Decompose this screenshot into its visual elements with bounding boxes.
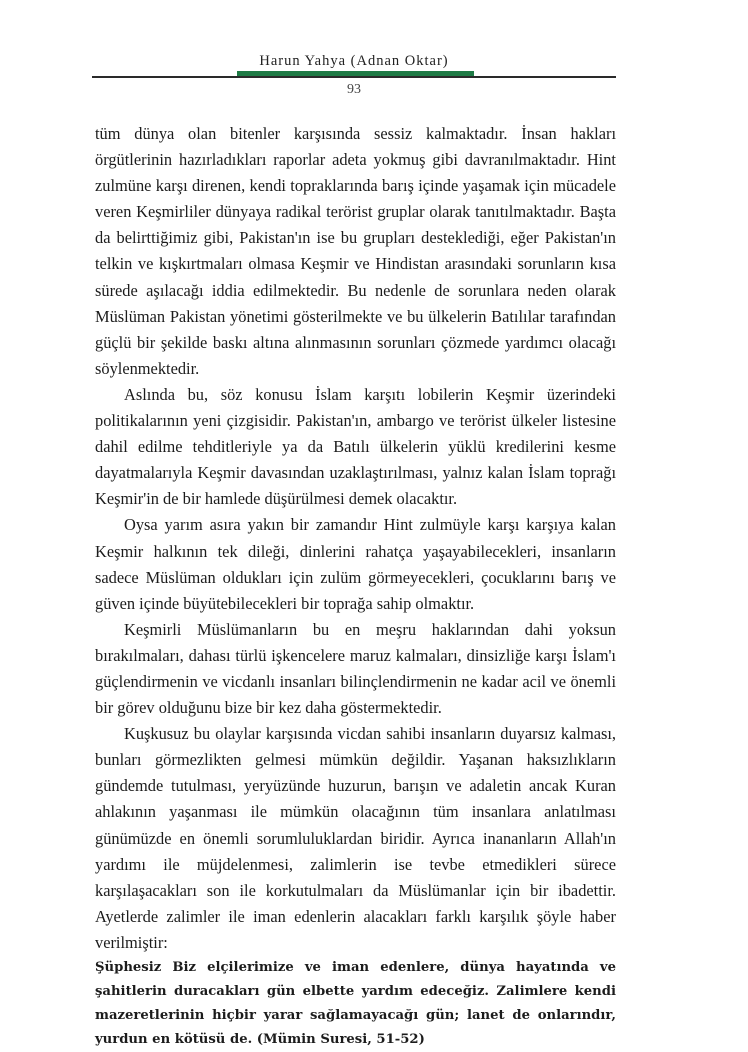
- body-text: [95, 121, 616, 1052]
- paragraph: Keşmirli Müslümanların bu en meşru haklarından dahi yoksun bırakılmaları, dahası türlü işkencelere maruz kalmaları, dinsizliğe karşı İslam'ı güçlendirmenin ve vicdanlı insanları bilinçlendirmenin ne kadar acil ve önemli bir görev olduğunu bize bir kez daha göstermektedir.: [95, 619, 616, 718]
- paragraph: Oysa yarım asıra yakın bir zamandır Hint zulmüyle karşı karşıya kalan Keşmir halkının tek dileği, dinlerini rahatça yaşayabilecekleri, insanların sadece Müslüman oldukları için zulüm görmeyecekleri, çocuklarını barış ve güven içinde büyütebilecekleri bir toprağa sahip olmaktır.: [95, 515, 616, 613]
- paragraph: Aslında bu, söz konusu İslam karşıtı lobilerin Keşmir üzerindeki politikalarının yeni çizgisidir. Pakistan'ın, ambargo ve terörist ülkeler listesine dahil edilme tehditleriyle ya da Batılı ülkelerin yüklü kredilerini kesme dayatmalarıyla Keşmir davasından uzaklaştırılması, yalnız kalan İslam toprağı Keşmir'in de bir hamlede düşürülmesi demek olacaktır.: [95, 384, 616, 509]
- header-rule: [92, 76, 616, 78]
- paragraph: Kuşkusuz bu olaylar karşısında vicdan sahibi insanların duyarsız kalması, bunları görmezlikten gelmesi mümkün değildir. Yaşanan haksızlıkların gündemde tutulması, yeryüzünde huzurun, barışın ve adaletin ancak Kuran ahlakının yaşanması ile mümkün olacağının tüm insanlara anlatılması günümüzde en önemli sorumluluklardan biridir. Ayrıca inananların Allah'ın yardımı ile müjdelenmesi, zalimlerin ise tevbe etmedikleri sürece karşılaşacakları son ile korkutulmaları da Müslümanlar için bir ibadettir. Ayetlerde zalimler ile iman edenlerin alacakları farklı karşılık şöyle haber verilmiştir:: [95, 724, 616, 952]
- paragraph: tüm dünya olan bitenler karşısında sessiz kalmaktadır. İnsan hakları örgütlerinin hazırladıkları raporlar adeta yokmuş gibi davranılmaktadır. Hint zulmüne karşı direnen, kendi topraklarında barış içinde yaşamak için mücadele veren Keşmirliler dünyaya radikal terörist gruplar olarak tanıtılmaktadır. Başta da belirttiğimiz gibi, Pakistan'ın ise bu grupları desteklediği, eğer Pakistan'ın telkin ve kışkırtmaları olmasa Keşmir ve Hindistan arasındaki sorunların kısa sürede aşılacağı iddia edilmektedir. Bu nedenle de sorunlara neden olarak Müslüman Pakistan yönetimi gösterilmekte ve bu ülkelerin Batılılar tarafından güçlü bir şekilde baskı altına alınmasının sorunları çözmede yardımcı olacağı söylenmektedir.: [95, 124, 616, 378]
- page-header: [0, 0, 748, 110]
- verse-quote: Şüphesiz Biz elçilerimize ve iman edenlere, dünya hayatında ve şahitlerin duracakları gün elbette yardım edeceğiz. Zalimlere kendi mazeretlerinin hiçbir yarar sağlamayacağı gün; lanet de onlarındır, yurdun en kötüsü de. (Mümin Suresi, 51-52): [95, 960, 616, 1047]
- running-title: Harun Yahya (Adnan Oktar): [259, 53, 449, 69]
- page-number: 93: [347, 82, 361, 97]
